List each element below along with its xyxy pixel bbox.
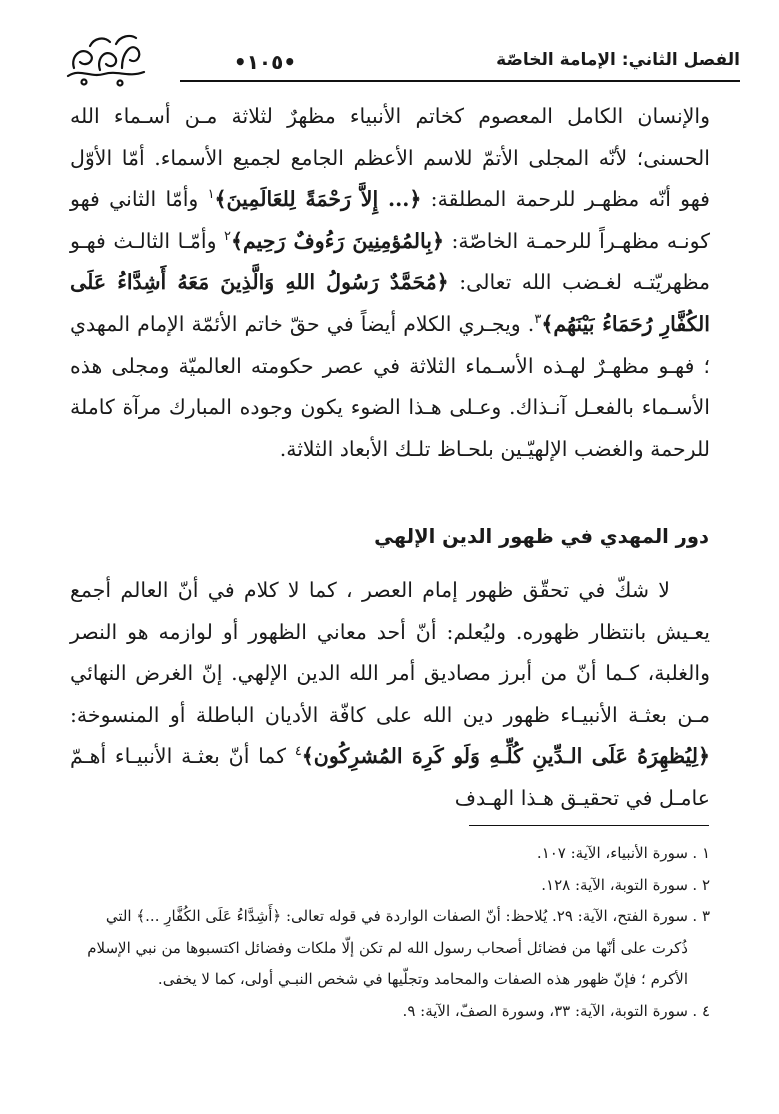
paragraph-1-text-c: وأمّـا الثالـث فهـو مظهريّتـه لغـضب الله تعالى: xyxy=(70,228,710,295)
paragraph-1-text-b: وأمّا الثاني فهو كونـه مظهـراً للرحمـة الخاصّة: xyxy=(70,187,710,253)
paragraph-1-text-a: والإنسان الكامل المعصوم كخاتم الأنبياء مظهرٌ لثلاثة مـن أسـماء الله الحسنى؛ لأنّه المجلى الأتمّ للاسم الأعظم الجامع لجميع الأسماء. أمّا الأوّل فهو أنّه مظهـر للرحمة المطلقة: xyxy=(70,104,710,212)
section-heading: دور المهدي في ظهور الدين الإلهي xyxy=(374,525,709,548)
quran-quote-2: ﴿بِالمُؤمِنِينَ رَءُوفٌ رَحِيم﴾ xyxy=(230,228,444,253)
quran-quote-1: ﴿... إِلاَّ رَحْمَةً لِلعَالَمِينَ﴾ xyxy=(214,187,422,212)
quran-quote-4: ﴿لِيُظهِرَهُ عَلَى الـدِّينِ كُلِّـهِ وَلَو كَرِهَ المُشرِكُون﴾ xyxy=(301,744,710,769)
footnote-text: سورة التوبة، الآية: ١٢٨. xyxy=(541,875,688,894)
footnote-marker-2: ٢ xyxy=(224,228,231,244)
page-header xyxy=(60,28,740,90)
chapter-title: الفصل الثاني: الإمامة الخاصّة xyxy=(496,50,740,70)
footnote-text: سورة الأنبياء، الآية: ١٠٧. xyxy=(536,844,688,862)
quran-quote-3: ﴿مُحَمَّدٌ رَسُولُ اللهِ وَالَّذِينَ مَعَهُ أَشِدَّاءُ عَلَى الكُفَّارِ رُحَمَاءُ بَيْنَهُم﴾ xyxy=(70,270,710,336)
footnote-number: ٢ . xyxy=(692,875,710,894)
calligraphic-ornament-icon xyxy=(60,28,150,90)
footnote-marker-3: ٣ xyxy=(534,312,542,328)
paragraph-2-text-a: لا شكّ في تحقّق ظهور إمام العصر ، كما لا كلام في أنّ العالم أجمع يعـيش بانتظار ظهوره. وليُعلم: أنّ أحد معاني الظهور أو لوازمه هو النصر والغلبة، كـما أنّ من أبرز مصاديق أمر الله الدين الإلهي. إنّ الغرض النهائي مـن بعثـة الأنبيـاء ظهور دين الله على كافّة الأديان الباطلة أو المنسوخة: xyxy=(70,578,710,727)
footnote-marker-4: ٤ xyxy=(294,744,302,760)
paragraph-1-text-d: . ويجـري الكلام أيضاً في حقّ خاتم الأئمّة الإمام المهدي ؛ فهـو مظهـرٌ لهـذه الأسـماء الثلاثة في عصر حكومته العالميّة ومجلى هذه الأسـماء بالفعـل آنـذاك. وعـلى هـذا الضوء يكون وجوده المبارك مرآة كاملة للرحمة والغضب الإلهيّـين بلحـاظ تلـك الأبعاد الثلاثة. xyxy=(70,311,710,461)
footnote-number: ٣ . xyxy=(692,907,710,925)
paragraph-1 xyxy=(70,96,710,470)
footnote-text: سورة الفتح، الآية: ٢٩. يُلاحظ: أنّ الصفات الواردة في قوله تعالى: ﴿أَشِدَّاءُ عَلَى الكُفَّارِ ...﴾ التي ذُكرت على أنّها من فضائل أصحاب رسول الله لم تكن إلّا ملكات وفضائل اكتسبوها من نبي الإسلام الأكرم ؛ فإنّ ظهور هذه الصفات والمحامد وتجلّيها في شخص النبـي أولى، كما لا يخفى. xyxy=(87,907,688,988)
footnote-number: ٤ . xyxy=(692,1001,710,1020)
page-number: •١٠٥• xyxy=(233,50,297,74)
header-divider xyxy=(180,80,740,82)
footnote-4 xyxy=(70,996,710,1028)
footnotes xyxy=(70,838,710,1027)
footnote-3 xyxy=(70,901,710,996)
footnote-number: ١ . xyxy=(692,844,710,862)
footnote-1 xyxy=(70,838,710,870)
paragraph-2 xyxy=(70,570,710,820)
footnote-divider xyxy=(469,825,709,826)
footnote-text: سورة التوبة، الآية: ٣٣، وسورة الصفّ، الآية: ٩. xyxy=(402,1001,688,1020)
paragraph-2-text-b: كما أنّ بعثـة الأنبيـاء أهـمّ عامـل في تحقيـق هـذا الهـدف xyxy=(70,744,710,810)
footnote-marker-1: ١ xyxy=(207,187,215,203)
footnote-2 xyxy=(70,870,710,902)
